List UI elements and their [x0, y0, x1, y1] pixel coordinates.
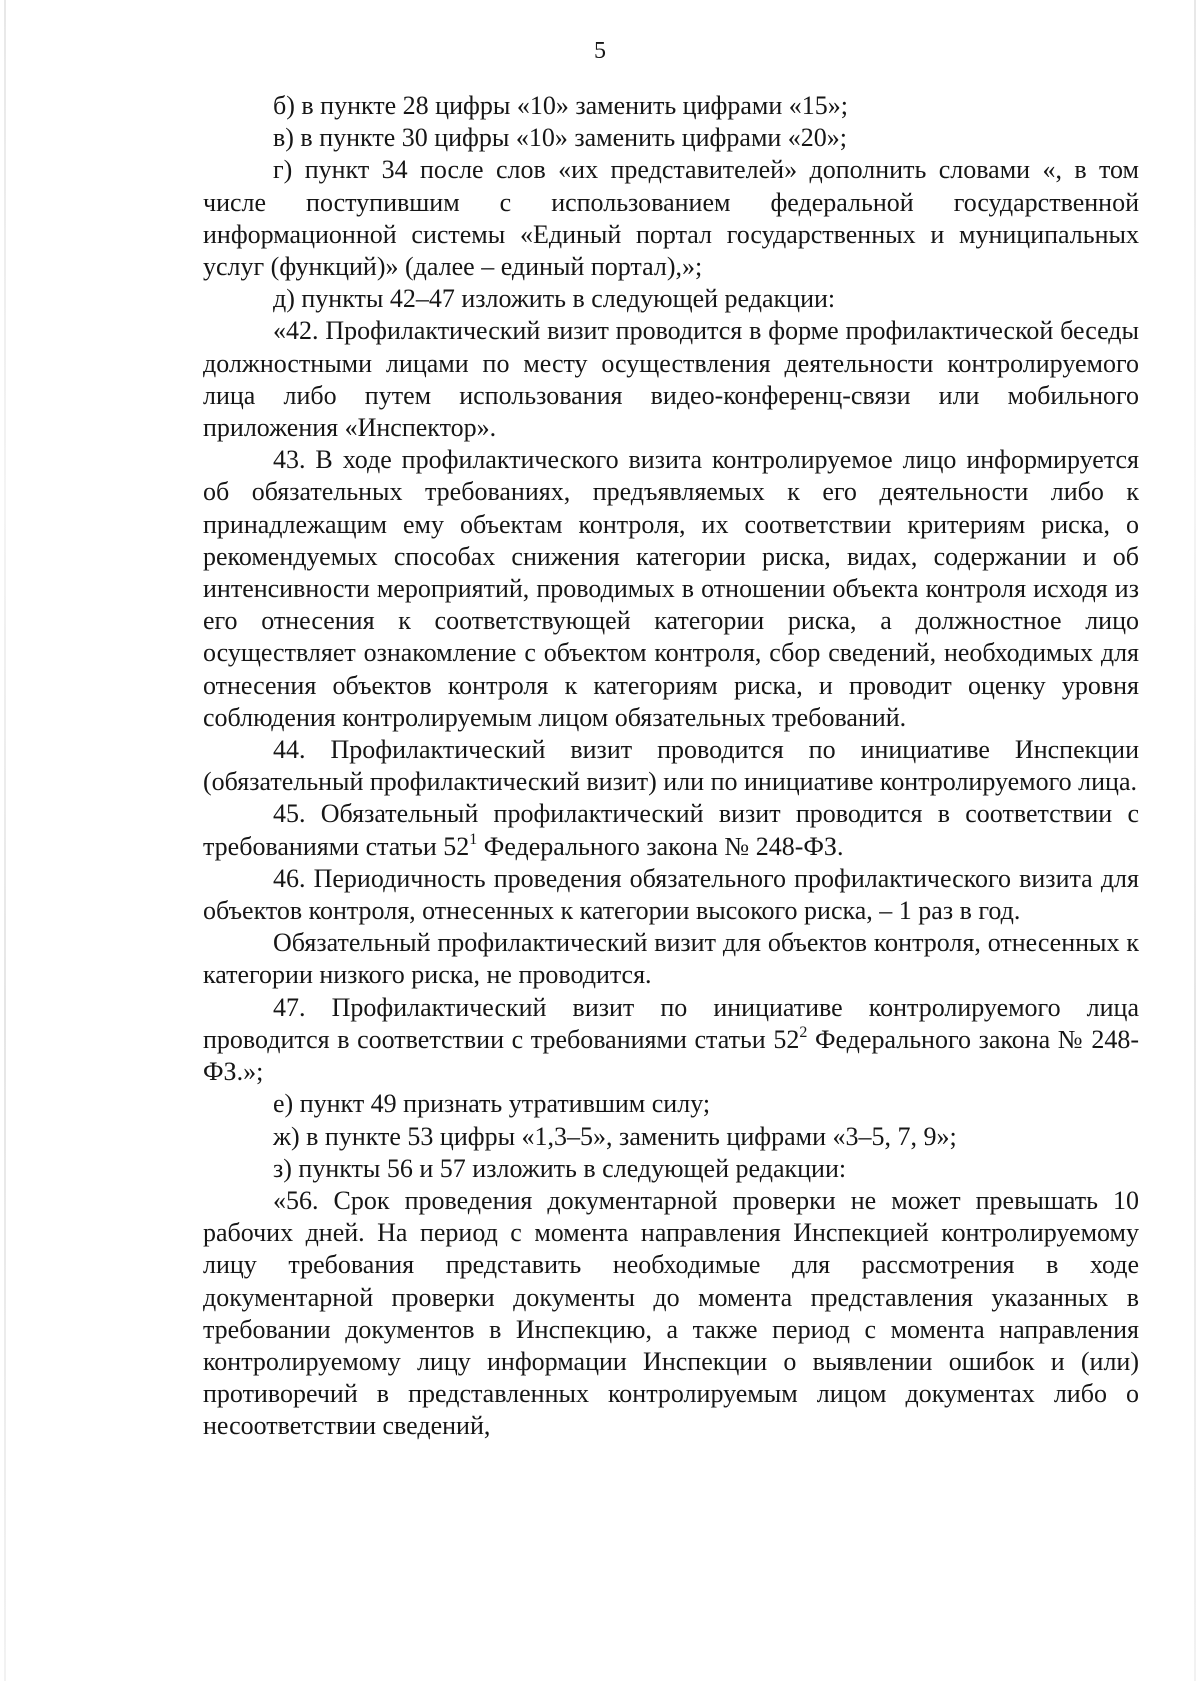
paragraph-clause-45	[203, 798, 1139, 862]
document-body	[203, 90, 1139, 1443]
clause-47-superscript: 2	[799, 1023, 808, 1041]
paragraph-item-zh: ж) в пункте 53 цифры «1,3–5», заменить цифрами «3–5, 7, 9»;	[273, 1121, 957, 1151]
scan-left-edge	[4, 0, 6, 1681]
paragraph-clause-47	[203, 992, 1139, 1089]
paragraph-item-v: в) в пункте 30 цифры «10» заменить цифрами «20»;	[273, 123, 848, 153]
paragraph-clause-42: «42. Профилактический визит проводится в форме профилактической беседы должностными лицами по месту осуществления деятельности контролируемого лица либо путем использования видео-конференц-связи или мобильного приложения «Инспектор».	[203, 316, 1139, 443]
paragraph-clause-46-note: Обязательный профилактический визит для объектов контроля, отнесенных к категории низкого риска, не проводится.	[203, 928, 1139, 990]
clause-47-text: 47. Профилактический визит по инициативе контролируемого лица проводится в соответствии с требованиями статьи 52	[203, 992, 1139, 1054]
clause-47-text-end: Федерального закона № 248-ФЗ.»;	[203, 1024, 1139, 1087]
clause-45-text: 45. Обязательный профилактический визит проводится в соответствии с требованиями статьи 52	[203, 799, 1139, 861]
paragraph-clause-43: 43. В ходе профилактического визита контролируемое лицо информируется об обязательных требованиях, предъявляемых к его деятельности либо к принадлежащим ему объектам контроля, их соответствии критериям риска, о рекомендуемых способах снижения категории риска, видах, содержании и об интенсивности мероприятий, проводимых в отношении объекта контроля исходя из его отнесения к соответствующей категории риска, а должностное лицо осуществляет ознакомление с объектом контроля, сбор сведений, необходимых для отнесения объектов контроля к категориям риска, и проводит оценку уровня соблюдения контролируемым лицом обязательных требований.	[203, 445, 1139, 732]
scan-right-edge	[1194, 0, 1196, 1681]
paragraph-item-b: б) в пункте 28 цифры «10» заменить цифрами «15»;	[273, 91, 848, 120]
paragraph-item-d: д) пункты 42–47 изложить в следующей редакции:	[273, 284, 836, 314]
clause-45-text-end: Федерального закона № 248-ФЗ.	[477, 831, 844, 861]
paragraph-clause-56: «56. Срок проведения документарной проверки не может превышать 10 рабочих дней. На период с момента направления Инспекцией контролируемому лицу требования представить необходимые для рассмотрения в ходе документарной проверки документы до момента представления указанных в требовании документов в Инспекцию, а также период с момента направления контролируемому лицу информации Инспекции о выявлении ошибок и (или) противоречий в представленных контролируемым лицом документах либо о несоответствии сведений,	[203, 1185, 1139, 1441]
paragraph-item-z: з) пункты 56 и 57 изложить в следующей редакции:	[273, 1153, 847, 1183]
paragraph-item-e: е) пункт 49 признать утратившим силу;	[273, 1089, 711, 1119]
paragraph-clause-44: 44. Профилактический визит проводится по инициативе Инспекции (обязательный профилактический визит) или по инициативе контролируемого лица.	[203, 735, 1139, 797]
clause-45-superscript: 1	[469, 830, 478, 848]
paragraph-item-g: г) пункт 34 после слов «их представителей» дополнить словами «, в том числе поступившим с использованием федеральной государственной информационной системы «Единый портал государственных и муниципальных услуг (функций)» (далее – единый портал),»;	[203, 155, 1139, 282]
paragraph-clause-46: 46. Периодичность проведения обязательного профилактического визита для объектов контроля, отнесенных к категории высокого риска, – 1 раз в год.	[203, 863, 1139, 926]
page-number: 5	[594, 38, 606, 64]
